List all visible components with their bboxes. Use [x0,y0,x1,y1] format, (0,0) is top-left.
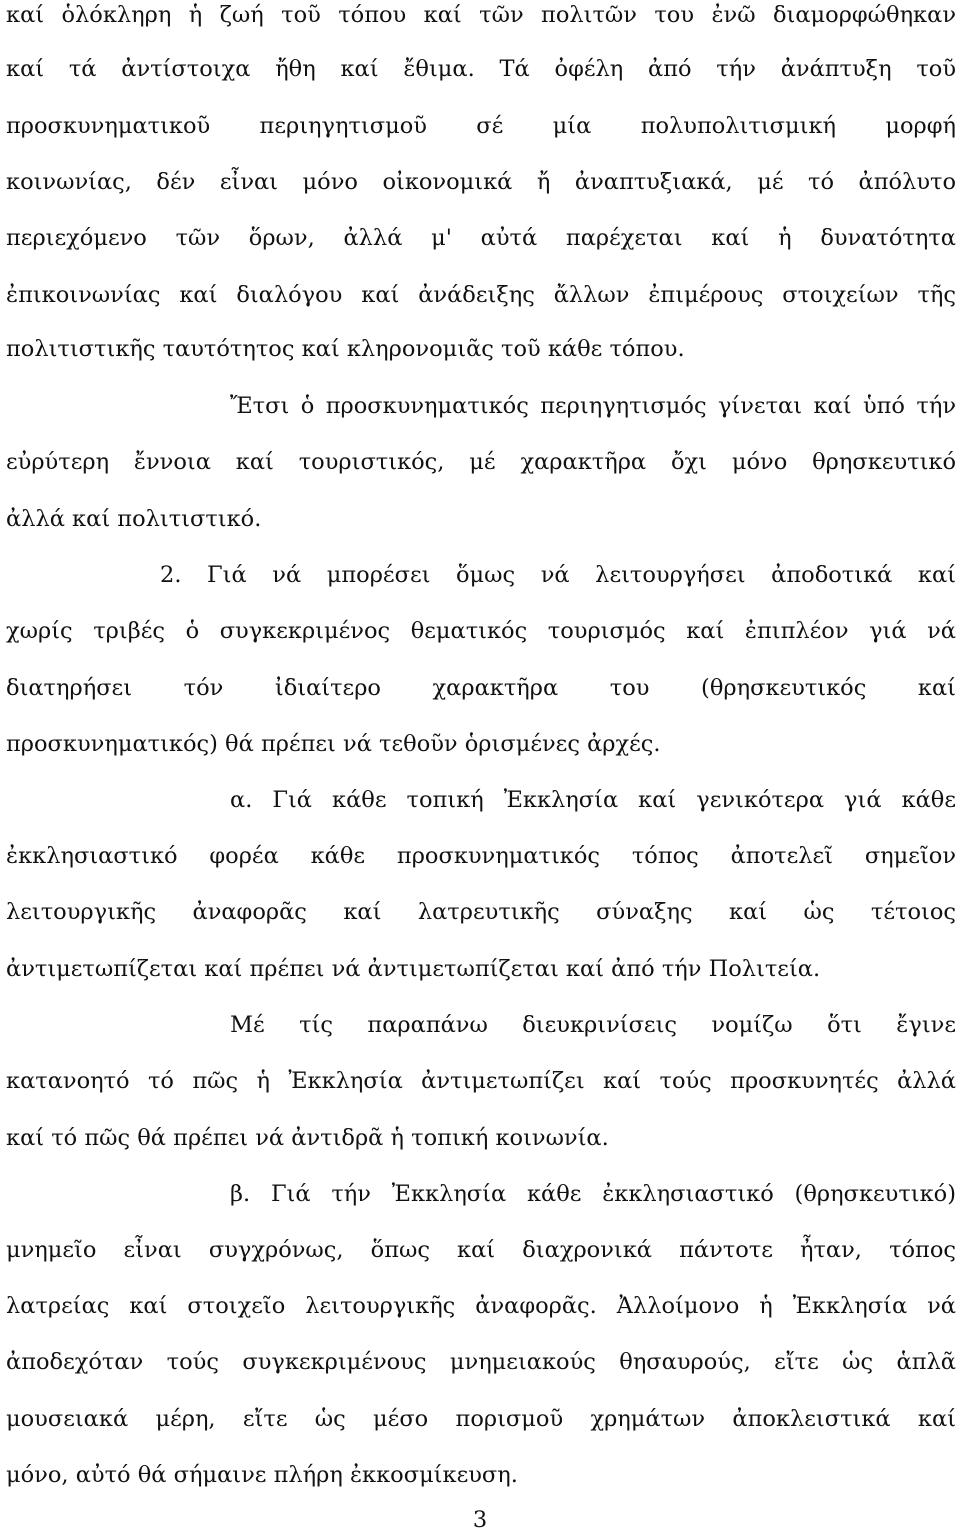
text-line: πολιτιστικῆς ταυτότητος καί κληρονομιᾶς τοῦ κάθε τόπου. [6,336,685,362]
text-line: χωρίς τριβές ὁ συγκεκριμένος θεματικός τουρισμός καί ἐπιπλέον γιά νά [6,618,956,644]
text-line: κοινωνίας, δέν εἶναι μόνο οἰκονομικά ἤ ἀναπτυξιακά, μέ τό ἀπόλυτο [6,169,956,195]
text-line: περιεχόμενο τῶν ὅρων, ἀλλά μ' αὐτά παρέχεται καί ἡ δυνατότητα [6,225,956,251]
text-line: καί ὁλόκληρη ἡ ζωή τοῦ τόπου καί τῶν πολιτῶν του ἐνῶ διαμορφώθηκαν [6,2,956,28]
page-number: 3 [472,1507,488,1533]
text-line: λειτουργικῆς ἀναφορᾶς καί λατρευτικῆς σύναξης καί ὡς τέτοιος [6,899,956,925]
text-line: μόνο, αὐτό θά σήμαινε πλήρη ἐκκοσμίκευση. [6,1462,518,1488]
text-line: 2. Γιά νά μπορέσει ὅμως νά λειτουργήσει ἀποδοτικά καί [160,562,956,588]
text-line: λατρείας καί στοιχεῖο λειτουργικῆς ἀναφορᾶς. Ἀλλοίμονο ἡ Ἐκκλησία νά [6,1293,956,1319]
text-line: ἀλλά καί πολιτιστικό. [6,506,262,532]
text-line: α. Γιά κάθε τοπική Ἐκκλησία καί γενικότερα γιά κάθε [230,787,956,813]
text-line: μνημεῖο εἶναι συγχρόνως, ὅπως καί διαχρονικά πάντοτε ἦταν, τόπος [6,1237,956,1263]
text-line: εὐρύτερη ἔννοια καί τουριστικός, μέ χαρακτῆρα ὄχι μόνο θρησκευτικό [6,449,956,475]
text-line: προσκυνηματικοῦ περιηγητισμοῦ σέ μία πολυπολιτισμική μορφή [6,113,956,139]
text-line: ἐπικοινωνίας καί διαλόγου καί ἀνάδειξης ἄλλων ἐπιμέρους στοιχείων τῆς [6,282,956,308]
text-line: καί τό πῶς θά πρέπει νά ἀντιδρᾶ ἡ τοπική κοινωνία. [6,1125,609,1151]
text-line: ἐκκλησιαστικό φορέα κάθε προσκυνηματικός τόπος ἀποτελεῖ σημεῖον [6,843,956,869]
text-line: β. Γιά τήν Ἐκκλησία κάθε ἐκκλησιαστικό (θρησκευτικό) [230,1181,956,1207]
text-line: Μέ τίς παραπάνω διευκρινίσεις νομίζω ὅτι ἔγινε [230,1012,956,1038]
text-line: ἀντιμετωπίζεται καί πρέπει νά ἀντιμετωπίζεται καί ἀπό τήν Πολιτεία. [6,956,821,982]
text-line: καί τά ἀντίστοιχα ἤθη καί ἔθιμα. Τά ὀφέλη ἀπό τήν ἀνάπτυξη τοῦ [6,56,956,82]
text-line: μουσειακά μέρη, εἴτε ὡς μέσο πορισμοῦ χρημάτων ἀποκλειστικά καί [6,1406,956,1432]
text-line: ἀποδεχόταν τούς συγκεκριμένους μνημειακούς θησαυρούς, εἴτε ὡς ἁπλᾶ [6,1349,956,1375]
text-line: προσκυνηματικός) θά πρέπει νά τεθοῦν ὁρισμένες ἀρχές. [6,731,661,757]
text-line: Ἔτσι ὁ προσκυνηματικός περιηγητισμός γίνεται καί ὑπό τήν [230,393,956,419]
text-line: κατανοητό τό πῶς ἡ Ἐκκλησία ἀντιμετωπίζει καί τούς προσκυνητές ἀλλά [6,1068,956,1094]
text-line: διατηρήσει τόν ἰδιαίτερο χαρακτῆρα του (θρησκευτικός καί [6,675,956,701]
